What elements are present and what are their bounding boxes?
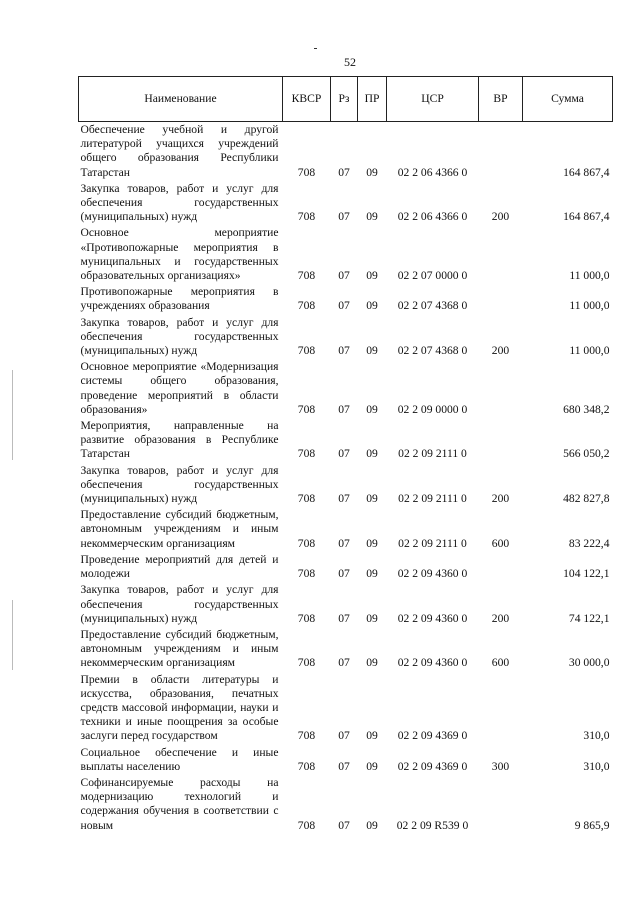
table-row (79, 122, 613, 181)
row-sum: 482 827,8 (563, 492, 610, 506)
row-vr: 200 (491, 611, 510, 625)
row-pr: 09 (366, 611, 378, 625)
scan-artifact (314, 48, 317, 49)
row-csr: 02 2 07 4368 0 (397, 344, 468, 358)
row-kvsr: 708 (297, 492, 316, 506)
table-row (79, 225, 613, 284)
table-row (79, 775, 613, 834)
row-rz: 07 (338, 447, 350, 461)
row-sum: 11 000,0 (569, 269, 610, 283)
row-name: Проведение мероприятий для детей и молодежи (80, 552, 279, 581)
row-vr (479, 359, 523, 418)
row-vr: 200 (491, 492, 510, 506)
row-kvsr: 708 (297, 567, 316, 581)
row-csr: 02 2 09 2111 0 (398, 492, 467, 506)
row-kvsr: 708 (297, 402, 316, 416)
row-kvsr: 708 (297, 656, 316, 670)
scan-edge-mark (12, 600, 13, 670)
row-sum: 30 000,0 (568, 656, 610, 670)
table-row (79, 181, 613, 226)
row-name: Противопожарные мероприятия в учреждениях образования (80, 285, 279, 313)
row-rz: 07 (338, 536, 350, 550)
row-pr: 09 (366, 492, 378, 506)
column-header-csr: ЦСР (387, 77, 479, 122)
row-pr: 09 (366, 447, 378, 461)
row-vr: 600 (491, 536, 510, 550)
row-pr: 09 (366, 567, 378, 581)
table-row (79, 315, 613, 360)
table-row (79, 745, 613, 775)
row-sum: 164 867,4 (563, 210, 610, 224)
row-name: Софинансируемые расходы на модернизацию технологий и содержания обучения в соответствии с новым (80, 775, 279, 832)
row-sum: 9 865,9 (574, 818, 610, 832)
row-name: Основное мероприятие «Противопожарные мероприятия в муниципальных и государственных образовательных организациях» (80, 226, 279, 283)
row-kvsr: 708 (297, 729, 316, 743)
row-pr: 09 (366, 818, 378, 832)
table-row (79, 284, 613, 314)
row-csr: 02 2 07 0000 0 (397, 269, 468, 283)
row-vr (479, 672, 523, 745)
table-row (79, 672, 613, 745)
row-csr: 02 2 09 R539 0 (396, 818, 469, 832)
row-sum: 83 222,4 (568, 536, 610, 550)
row-vr: 600 (491, 656, 510, 670)
row-kvsr: 708 (297, 344, 316, 358)
row-name: Премии в области литературы и искусства, образования, печатных средств массовой информации, науки и техники и иные поощрения за особые заслуги перед государством (80, 672, 279, 743)
table-row (79, 463, 613, 508)
row-kvsr: 708 (297, 611, 316, 625)
row-pr: 09 (366, 344, 378, 358)
row-rz: 07 (338, 492, 350, 506)
row-sum: 11 000,0 (569, 344, 610, 358)
row-sum: 74 122,1 (568, 611, 610, 625)
row-rz: 07 (338, 269, 350, 283)
row-pr: 09 (366, 210, 378, 224)
row-sum: 310,0 (583, 759, 610, 773)
row-pr: 09 (366, 759, 378, 773)
row-csr: 02 2 09 4369 0 (397, 729, 468, 743)
column-header-rz: Рз (331, 77, 358, 122)
row-rz: 07 (338, 567, 350, 581)
table-row (79, 507, 613, 552)
budget-table (78, 76, 613, 834)
row-vr: 200 (491, 344, 510, 358)
row-csr: 02 2 09 4369 0 (397, 759, 468, 773)
row-kvsr: 708 (297, 818, 316, 832)
row-rz: 07 (338, 759, 350, 773)
row-kvsr: 708 (297, 210, 316, 224)
row-vr (479, 122, 523, 181)
row-rz: 07 (338, 656, 350, 670)
row-rz: 07 (338, 210, 350, 224)
row-name: Обеспечение учебной и другой литературой учащихся учреждений общего образования Республики Татарстан (80, 123, 279, 179)
row-sum: 164 867,4 (563, 165, 610, 179)
column-header-vr: ВР (479, 77, 523, 122)
row-sum: 566 050,2 (563, 447, 610, 461)
row-csr: 02 2 09 2111 0 (398, 447, 467, 461)
row-rz: 07 (338, 611, 350, 625)
row-name: Закупка товаров, работ и услуг для обеспечения государственных (муниципальных) нужд (80, 583, 279, 625)
row-pr: 09 (366, 729, 378, 743)
row-name: Закупка товаров, работ и услуг для обеспечения государственных (муниципальных) нужд (80, 181, 279, 224)
table-row (79, 552, 613, 582)
row-sum: 680 348,2 (563, 402, 610, 416)
row-kvsr: 708 (297, 536, 316, 550)
table-row (79, 359, 613, 418)
row-csr: 02 2 09 4360 0 (397, 656, 468, 670)
table-row (79, 582, 613, 627)
row-name: Предоставление субсидий бюджетным, автономным учреждениям и иным некоммерческим организациям (80, 627, 279, 670)
row-rz: 07 (338, 344, 350, 358)
scan-edge-mark (12, 370, 13, 460)
row-pr: 09 (366, 299, 378, 313)
table-row (79, 418, 613, 463)
row-name: Социальное обеспечение и иные выплаты населению (80, 745, 279, 773)
row-pr: 09 (366, 536, 378, 550)
row-kvsr: 708 (297, 269, 316, 283)
page-number: 52 (344, 55, 356, 69)
row-csr: 02 2 06 4366 0 (397, 210, 468, 224)
row-vr: 300 (491, 759, 510, 773)
row-vr: 200 (491, 210, 510, 224)
row-vr (479, 225, 523, 284)
row-csr: 02 2 09 2111 0 (398, 536, 467, 550)
column-header-sum: Сумма (523, 77, 613, 122)
row-vr (479, 775, 523, 834)
row-pr: 09 (366, 656, 378, 670)
row-kvsr: 708 (297, 447, 316, 461)
row-kvsr: 708 (297, 759, 316, 773)
row-csr: 02 2 09 4360 0 (397, 567, 468, 581)
row-rz: 07 (338, 818, 350, 832)
row-rz: 07 (338, 299, 350, 313)
row-sum: 310,0 (583, 729, 610, 743)
row-sum: 11 000,0 (569, 299, 610, 313)
table-header-row (79, 77, 613, 122)
row-name: Закупка товаров, работ и услуг для обеспечения государственных (муниципальных) нужд (80, 463, 279, 506)
row-rz: 07 (338, 402, 350, 416)
table-body (79, 122, 613, 834)
row-name: Закупка товаров, работ и услуг для обеспечения государственных (муниципальных) нужд (80, 315, 279, 358)
row-name: Мероприятия, направленные на развитие образования в Республике Татарстан (80, 419, 279, 461)
row-rz: 07 (338, 165, 350, 179)
row-pr: 09 (366, 269, 378, 283)
row-name: Предоставление субсидий бюджетным, автономным учреждениям и иным некоммерческим организациям (80, 508, 279, 550)
row-csr: 02 2 09 4360 0 (397, 611, 468, 625)
row-kvsr: 708 (297, 165, 316, 179)
row-sum: 104 122,1 (563, 567, 610, 581)
row-rz: 07 (338, 729, 350, 743)
column-header-pr: ПР (358, 77, 387, 122)
row-vr (479, 418, 523, 463)
row-csr: 02 2 09 0000 0 (397, 402, 468, 416)
row-pr: 09 (366, 402, 378, 416)
row-csr: 02 2 07 4368 0 (397, 299, 468, 313)
row-name: Основное мероприятие «Модернизация системы общего образования, проведение мероприятий в области образования» (80, 360, 279, 416)
row-vr (479, 552, 523, 582)
row-kvsr: 708 (297, 299, 316, 313)
row-csr: 02 2 06 4366 0 (397, 165, 468, 179)
column-header-name: Наименование (79, 77, 283, 122)
column-header-kvsr: КВСР (283, 77, 331, 122)
row-vr (479, 284, 523, 314)
row-pr: 09 (366, 165, 378, 179)
table-row (79, 627, 613, 672)
